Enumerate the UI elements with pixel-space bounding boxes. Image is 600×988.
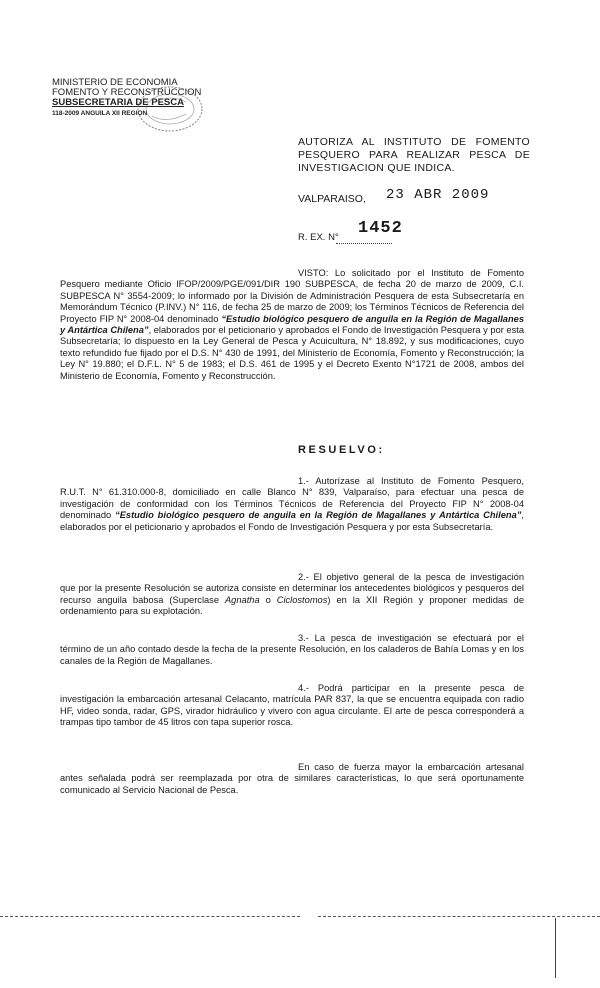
bottom-rule-right: [318, 916, 600, 917]
item-2-paragraph: [60, 572, 524, 618]
resolution-summary: AUTORIZA AL INSTITUTO DE FOMENTO PESQUERO PARA REALIZAR PESCA DE INVESTIGACION QUE INDICA.: [298, 136, 530, 174]
visto-text-1: Lo solicitado por el Instituto de Fomento Pesquero mediante Oficio IFOP/2009/PGE/091/DIR 190 SUBPESCA, de fecha 20 de marzo de 2009, C.I. SUBPESCA N° 3554-2009; lo informado por la División de Administración Pesquera de esta Subsecretaría en Memorándum Técnico (P.INV.) N° 116, de fecha 25 de marzo de 2009; los Términos Técnicos de Referencia del Proyecto FIP N° 2008-04 denominado: [60, 268, 524, 324]
item-3-paragraph: [60, 633, 524, 667]
letterhead-reference: 118-2009 ANGUILA XII REGION: [52, 110, 148, 117]
letterhead-undersecretariat: SUBSECRETARIA DE PESCA: [52, 97, 184, 108]
date-stamp: 23 ABR 2009: [386, 187, 490, 203]
item-4-contingency-paragraph: [60, 762, 524, 796]
item-1-project-title: “Estudio biológico pesquero de anguila en la Región de Magallanes y Antártica Chilena”: [115, 510, 522, 521]
item-2-text: 2.- El objetivo general de la pesca de investigación que por la presente Resolución se autoriza consiste en determinar los antecedentes biológicos y pesqueros del recurso anguila babosa (Superclase: [60, 572, 524, 605]
item-1-paragraph: [60, 476, 524, 533]
office-seal-stamp: [126, 84, 204, 136]
visto-project-title: “Estudio biológico pesquero de anguila en la Región de Magallanes y Antártica Chilena”: [60, 313, 524, 336]
item-1-text: 1.- Autorízase al Instituto de Fomento Pesquero, R.U.T. N° 61.310.000-8, domiciliado en calle Blanco N° 839, Valparaíso, para efectuar una pesca de investigación de conformidad con los Términos Técnicos de Referencia del Proyecto FIP N° 2008-04 denominado: [60, 476, 524, 521]
visto-lead: VISTO:: [298, 268, 329, 278]
resolution-number: 1452: [358, 219, 403, 238]
item-2-tail: ) en la XII Región y proponer medidas de ordenamiento para su explotación.: [60, 594, 524, 617]
resolution-number-underline: [336, 243, 392, 244]
resolution-label: R. EX. N°: [298, 232, 339, 243]
item-2-agnatha: Agnatha: [224, 594, 260, 605]
item-2-ciclostomos: Ciclostomos: [276, 594, 328, 605]
resuelvo-heading: RESUELVO:: [298, 444, 385, 456]
item-4-text: 4.- Podrá participar en la presente pesca de investigación la embarcación artesanal Celacanto, matrícula PAR 837, la que se encuentra equipada con radio HF, video sonda, radar, GPS, virador hidráulico y vivero con agua circulante. El arte de pesca corresponderá a trampas tipo tambor de 45 litros con tapa superior rosca.: [60, 683, 524, 728]
visto-paragraph: [60, 268, 524, 382]
item-4-contingency-text: En caso de fuerza mayor la embarcación artesanal antes señalada podrá ser reemplazada por otra de similares características, lo que será oportunamente comunicado al Servicio Nacional de Pesca.: [60, 762, 524, 795]
letterhead-ministry: MINISTERIO DE ECONOMIA: [52, 77, 178, 88]
item-4-paragraph: [60, 683, 524, 729]
letterhead-ministry-2: FOMENTO Y RECONSTRUCCION: [52, 87, 202, 98]
item-3-text: 3.- La pesca de investigación se efectuará por el término de un año contado desde la fecha de la presente Resolución, en los caladeros de Bahía Lomas y en los canales de la Región de Magallanes.: [60, 633, 524, 666]
page-edge-line: [555, 918, 556, 978]
item-1-tail: , elaborados por el peticionario y aprobados el Fondo de Investigación Pesquera y por esta Subsecretaría.: [60, 510, 524, 532]
item-2-or: o: [259, 594, 277, 605]
bottom-rule-left: [0, 916, 300, 917]
visto-text-2: , elaborados por el peticionario y aprobados el Fondo de Investigación Pesquera y por esta Subsecretaría; lo dispuesto en la Ley General de Pesca y Acuicultura, N° 18.892, y sus modificaciones, cuyo texto refundido fue fijado por el D.S. N° 430 de 1991, del Ministerio de Economía, Fomento y Reconstrucción; la Ley N° 19.880; el D.F.L. N° 5 de 1983; el D.S. 461 de 1995 y el Decreto Exento N°1721 de 2008, ambos del Ministerio de Economía, Fomento y Reconstrucción.: [60, 325, 525, 381]
place-label: VALPARAISO,: [298, 193, 366, 205]
